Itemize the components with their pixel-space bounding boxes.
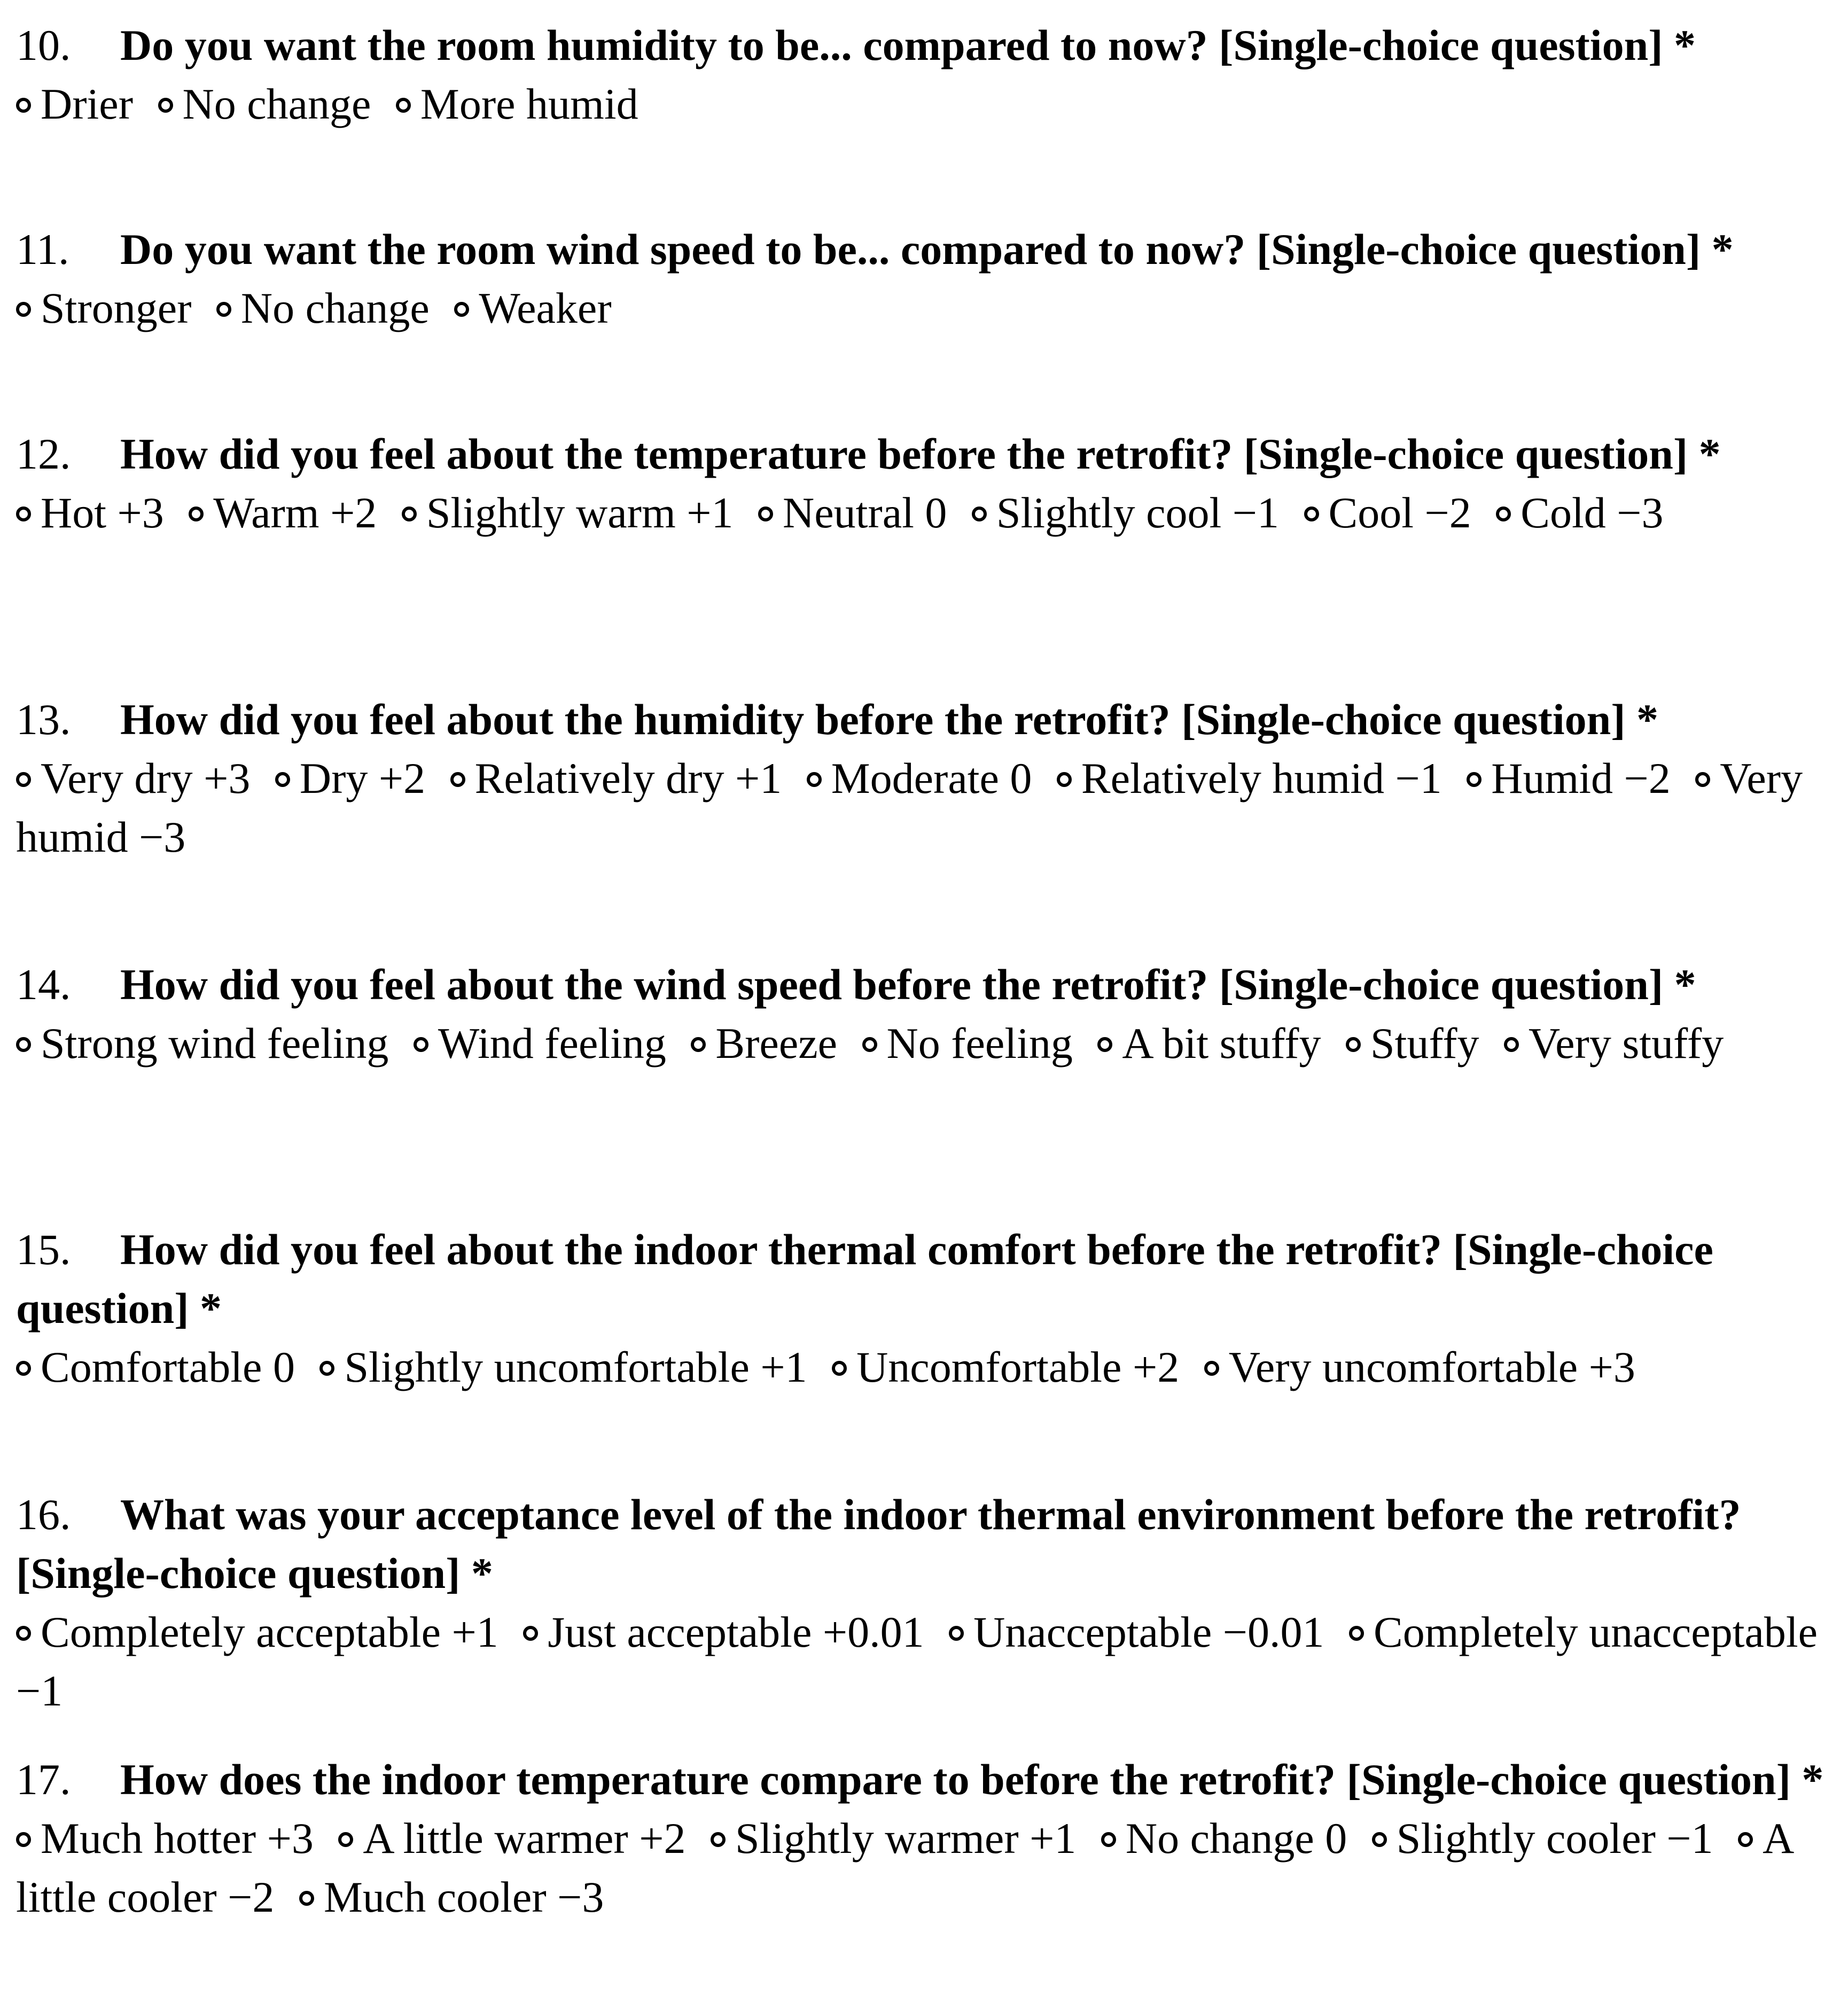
option[interactable] bbox=[319, 1343, 821, 1391]
option-label: Very uncomfortable +3 bbox=[1228, 1343, 1635, 1391]
option[interactable] bbox=[1504, 1019, 1737, 1068]
radio-circle-icon[interactable] bbox=[450, 772, 465, 787]
option[interactable] bbox=[1372, 1814, 1727, 1863]
option[interactable] bbox=[414, 1019, 680, 1068]
radio-circle-icon[interactable] bbox=[299, 1891, 314, 1906]
option[interactable] bbox=[454, 284, 625, 332]
radio-circle-icon[interactable] bbox=[832, 1361, 847, 1376]
option[interactable] bbox=[1467, 754, 1685, 803]
option-label: A bit stuffy bbox=[1122, 1019, 1321, 1068]
option[interactable] bbox=[1304, 488, 1485, 537]
option-label: No feeling bbox=[886, 1019, 1073, 1068]
radio-circle-icon[interactable] bbox=[1496, 507, 1511, 521]
radio-circle-icon[interactable] bbox=[1346, 1037, 1361, 1052]
option[interactable] bbox=[691, 1019, 851, 1068]
required-marker: * bbox=[1711, 225, 1734, 274]
option[interactable] bbox=[402, 488, 747, 537]
radio-circle-icon[interactable] bbox=[1204, 1361, 1219, 1376]
option[interactable] bbox=[450, 754, 796, 803]
question-text: How did you feel about the wind speed before the retrofit? [Single-choice question] bbox=[120, 960, 1664, 1009]
option[interactable] bbox=[862, 1019, 1087, 1068]
radio-circle-icon[interactable] bbox=[16, 1037, 31, 1052]
radio-circle-icon[interactable] bbox=[1101, 1832, 1116, 1847]
option[interactable] bbox=[523, 1608, 938, 1656]
radio-circle-icon[interactable] bbox=[1504, 1037, 1519, 1052]
radio-circle-icon[interactable] bbox=[16, 98, 31, 113]
radio-circle-icon[interactable] bbox=[1057, 772, 1072, 787]
option-label: Breeze bbox=[715, 1019, 838, 1068]
option-list bbox=[16, 1603, 1838, 1720]
option[interactable] bbox=[1101, 1814, 1361, 1863]
question-number: 13. bbox=[16, 695, 71, 744]
option[interactable] bbox=[1346, 1019, 1493, 1068]
option-list bbox=[16, 1338, 1838, 1397]
radio-circle-icon[interactable] bbox=[949, 1626, 964, 1641]
option-list bbox=[16, 75, 1838, 134]
radio-circle-icon[interactable] bbox=[396, 98, 411, 113]
option-label: Cold −3 bbox=[1520, 488, 1664, 537]
option-label: No change bbox=[182, 80, 371, 128]
option-label: Very stuffy bbox=[1529, 1019, 1724, 1068]
question-title bbox=[16, 955, 1838, 1014]
required-marker: * bbox=[471, 1549, 493, 1598]
option-label: Neutral 0 bbox=[783, 488, 947, 537]
radio-circle-icon[interactable] bbox=[1695, 772, 1710, 787]
option[interactable] bbox=[16, 488, 178, 537]
radio-circle-icon[interactable] bbox=[414, 1037, 428, 1052]
option-label: Weaker bbox=[479, 284, 612, 332]
radio-circle-icon[interactable] bbox=[16, 1832, 31, 1847]
question-12 bbox=[16, 425, 1838, 542]
question-text: How did you feel about the indoor thermal comfort before the retrofit? [Single-choice question] bbox=[16, 1225, 1713, 1333]
question-10 bbox=[16, 16, 1838, 134]
option-label: Unacceptable −0.01 bbox=[973, 1608, 1324, 1656]
radio-circle-icon[interactable] bbox=[158, 98, 173, 113]
required-marker: * bbox=[200, 1284, 222, 1333]
question-title bbox=[16, 220, 1838, 279]
option-label: Very dry +3 bbox=[41, 754, 251, 803]
option[interactable] bbox=[1097, 1019, 1335, 1068]
radio-circle-icon[interactable] bbox=[1467, 772, 1481, 787]
required-marker: * bbox=[1674, 960, 1696, 1009]
question-text: Do you want the room wind speed to be... compared to now? [Single-choice question] bbox=[120, 225, 1701, 274]
required-marker: * bbox=[1636, 695, 1659, 744]
question-number: 11. bbox=[16, 225, 69, 274]
question-title bbox=[16, 1750, 1838, 1809]
option[interactable] bbox=[396, 80, 652, 128]
option-label: Slightly uncomfortable +1 bbox=[344, 1343, 807, 1391]
option[interactable] bbox=[16, 754, 264, 803]
question-number: 17. bbox=[16, 1755, 71, 1804]
question-number: 16. bbox=[16, 1490, 71, 1539]
option[interactable] bbox=[16, 80, 147, 128]
radio-circle-icon[interactable] bbox=[1372, 1832, 1387, 1847]
radio-circle-icon[interactable] bbox=[319, 1361, 334, 1376]
option[interactable] bbox=[1496, 488, 1677, 537]
option-label: No change 0 bbox=[1125, 1814, 1347, 1863]
option[interactable] bbox=[832, 1343, 1193, 1391]
option-label: Completely acceptable +1 bbox=[41, 1608, 498, 1656]
option-label: Very humid −3 bbox=[16, 754, 1803, 861]
option[interactable] bbox=[949, 1608, 1338, 1656]
radio-circle-icon[interactable] bbox=[972, 507, 987, 521]
option-label: Strong wind feeling bbox=[41, 1019, 389, 1068]
radio-circle-icon[interactable] bbox=[1304, 507, 1319, 521]
radio-circle-icon[interactable] bbox=[16, 772, 31, 787]
option[interactable] bbox=[16, 1608, 512, 1656]
radio-circle-icon[interactable] bbox=[16, 1626, 31, 1641]
radio-circle-icon[interactable] bbox=[1349, 1626, 1364, 1641]
radio-circle-icon[interactable] bbox=[189, 507, 204, 521]
question-text: How did you feel about the humidity before the retrofit? [Single-choice question] bbox=[120, 695, 1626, 744]
option-label: Slightly warm +1 bbox=[426, 488, 734, 537]
option-label: Warm +2 bbox=[213, 488, 377, 537]
option-label: No change bbox=[240, 284, 430, 332]
radio-circle-icon[interactable] bbox=[16, 507, 31, 521]
radio-circle-icon[interactable] bbox=[16, 302, 31, 317]
option-list bbox=[16, 484, 1838, 542]
required-marker: * bbox=[1698, 430, 1721, 478]
option[interactable] bbox=[299, 1873, 618, 1921]
question-text: How did you feel about the temperature before the retrofit? [Single-choice question] bbox=[120, 430, 1688, 478]
radio-circle-icon[interactable] bbox=[1097, 1037, 1112, 1052]
question-text: Do you want the room humidity to be... compared to now? [Single-choice question] bbox=[120, 21, 1663, 69]
question-title bbox=[16, 16, 1838, 75]
option[interactable] bbox=[807, 754, 1046, 803]
option[interactable] bbox=[16, 1343, 309, 1391]
option-label: Drier bbox=[41, 80, 134, 128]
question-11 bbox=[16, 220, 1838, 338]
option-list bbox=[16, 279, 1838, 338]
option-label: Comfortable 0 bbox=[41, 1343, 295, 1391]
required-marker: * bbox=[1674, 21, 1696, 69]
question-17 bbox=[16, 1750, 1838, 1927]
option-label: Stuffy bbox=[1370, 1019, 1479, 1068]
option-label: Slightly warmer +1 bbox=[735, 1814, 1077, 1863]
option-label: Cool −2 bbox=[1328, 488, 1471, 537]
radio-circle-icon[interactable] bbox=[1738, 1832, 1753, 1847]
option-label: A little warmer +2 bbox=[363, 1814, 686, 1863]
option[interactable] bbox=[1204, 1343, 1649, 1391]
question-title bbox=[16, 1485, 1838, 1603]
option[interactable] bbox=[189, 488, 391, 537]
option[interactable] bbox=[216, 284, 443, 332]
question-14 bbox=[16, 955, 1838, 1073]
question-16 bbox=[16, 1485, 1838, 1720]
option-label: Stronger bbox=[41, 284, 192, 332]
option-label: Slightly cooler −1 bbox=[1396, 1814, 1713, 1863]
option-label: Relatively dry +1 bbox=[474, 754, 782, 803]
option[interactable] bbox=[16, 284, 205, 332]
option-list bbox=[16, 1014, 1838, 1073]
question-15 bbox=[16, 1220, 1838, 1397]
option-list bbox=[16, 1809, 1838, 1927]
radio-circle-icon[interactable] bbox=[338, 1832, 353, 1847]
question-text: What was your acceptance level of the indoor thermal environment before the retrofit? [Single-choice question] bbox=[16, 1490, 1741, 1598]
radio-circle-icon[interactable] bbox=[16, 1361, 31, 1376]
option-label: Humid −2 bbox=[1491, 754, 1671, 803]
radio-circle-icon[interactable] bbox=[275, 772, 290, 787]
option[interactable] bbox=[758, 488, 961, 537]
option-label: More humid bbox=[420, 80, 638, 128]
option-label: A little cooler −2 bbox=[16, 1814, 1792, 1921]
question-13 bbox=[16, 690, 1838, 867]
question-number: 10. bbox=[16, 21, 71, 69]
question-title bbox=[16, 1220, 1838, 1338]
radio-circle-icon[interactable] bbox=[711, 1832, 726, 1847]
radio-circle-icon[interactable] bbox=[216, 302, 231, 317]
option-label: Moderate 0 bbox=[831, 754, 1032, 803]
option[interactable] bbox=[16, 1019, 402, 1068]
question-number: 12. bbox=[16, 430, 71, 478]
option-label: Relatively humid −1 bbox=[1081, 754, 1442, 803]
radio-circle-icon[interactable] bbox=[758, 507, 773, 521]
option[interactable] bbox=[275, 754, 439, 803]
option-list bbox=[16, 749, 1838, 867]
option-label: Just acceptable +0.01 bbox=[548, 1608, 924, 1656]
required-marker: * bbox=[1802, 1755, 1824, 1804]
option[interactable] bbox=[1057, 754, 1456, 803]
radio-circle-icon[interactable] bbox=[862, 1037, 877, 1052]
option-label: Slightly cool −1 bbox=[996, 488, 1280, 537]
radio-circle-icon[interactable] bbox=[454, 302, 469, 317]
option[interactable] bbox=[16, 1814, 328, 1863]
option[interactable] bbox=[711, 1814, 1090, 1863]
question-title bbox=[16, 690, 1838, 749]
option-label: Much hotter +3 bbox=[41, 1814, 314, 1863]
radio-circle-icon[interactable] bbox=[402, 507, 417, 521]
radio-circle-icon[interactable] bbox=[807, 772, 822, 787]
option-label: Wind feeling bbox=[438, 1019, 666, 1068]
option[interactable] bbox=[158, 80, 385, 128]
option-label: Completely unacceptable −1 bbox=[16, 1608, 1818, 1715]
option-label: Hot +3 bbox=[41, 488, 164, 537]
question-number: 14. bbox=[16, 960, 71, 1009]
option[interactable] bbox=[972, 488, 1293, 537]
option-label: Dry +2 bbox=[299, 754, 426, 803]
question-title bbox=[16, 425, 1838, 484]
option[interactable] bbox=[338, 1814, 699, 1863]
question-text: How does the indoor temperature compare to before the retrofit? [Single-choice question] bbox=[120, 1755, 1791, 1804]
question-number: 15. bbox=[16, 1225, 71, 1274]
option-label: Uncomfortable +2 bbox=[856, 1343, 1180, 1391]
option-label: Much cooler −3 bbox=[323, 1873, 604, 1921]
radio-circle-icon[interactable] bbox=[691, 1037, 706, 1052]
radio-circle-icon[interactable] bbox=[523, 1626, 538, 1641]
